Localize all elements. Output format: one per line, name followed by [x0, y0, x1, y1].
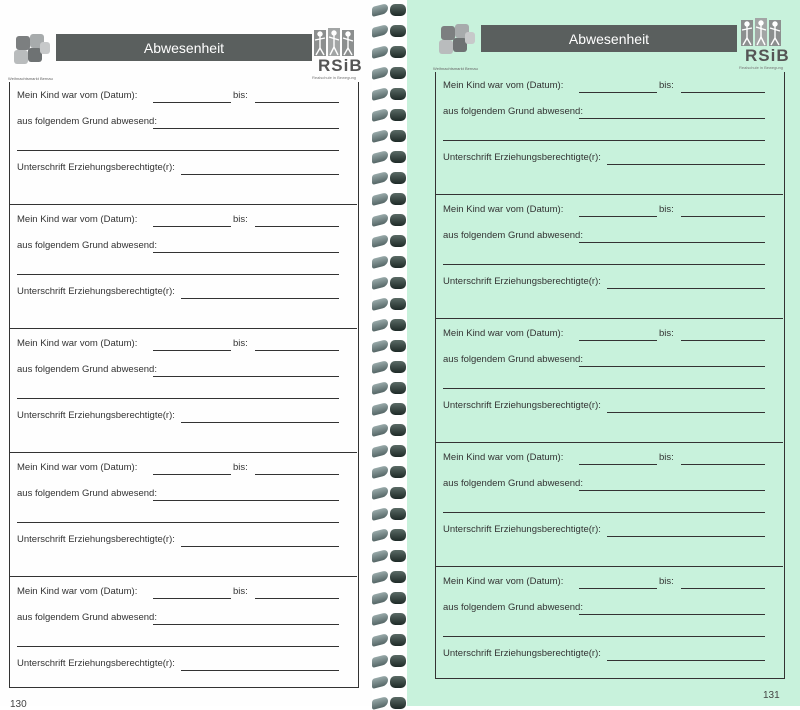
reason-field-line2[interactable] — [17, 398, 339, 399]
ring-left — [372, 234, 388, 248]
date-from-field[interactable] — [579, 340, 657, 341]
ring-right — [390, 655, 406, 667]
date-from-field[interactable] — [579, 92, 657, 93]
ring-right — [390, 319, 406, 331]
ring-right — [390, 109, 406, 121]
label-signature: Unterschrift Erziehungsberechtigte(r): — [443, 400, 601, 411]
label-reason: aus folgendem Grund abwesend: — [443, 106, 583, 117]
label-child-date: Mein Kind war vom (Datum): — [17, 586, 138, 597]
page-number: 131 — [763, 690, 780, 701]
ring-left — [372, 549, 388, 563]
rsib-caption: Realschule in Bewegung — [739, 65, 784, 70]
ring-left — [372, 528, 388, 542]
left-logo-caption: Weihnachtsmarkt Bernau — [8, 76, 53, 81]
label-child-date: Mein Kind war vom (Datum): — [443, 328, 564, 339]
label-until: bis: — [659, 204, 674, 215]
reason-field-line2[interactable] — [443, 140, 765, 141]
page-number: 130 — [10, 699, 27, 710]
label-child-date: Mein Kind war vom (Datum): — [17, 214, 138, 225]
label-signature: Unterschrift Erziehungsberechtigte(r): — [17, 410, 175, 421]
label-signature: Unterschrift Erziehungsberechtigte(r): — [17, 534, 175, 545]
signature-field[interactable] — [181, 670, 339, 671]
label-signature: Unterschrift Erziehungsberechtigte(r): — [443, 524, 601, 535]
label-reason: aus folgendem Grund abwesend: — [17, 116, 157, 127]
binding-ring — [372, 697, 408, 709]
label-child-date: Mein Kind war vom (Datum): — [443, 452, 564, 463]
dancing-figures-icon — [739, 18, 791, 48]
binding-ring — [372, 592, 408, 604]
ring-left — [372, 423, 388, 437]
signature-field[interactable] — [607, 288, 765, 289]
ring-right — [390, 487, 406, 499]
right-page — [407, 0, 800, 706]
date-to-field[interactable] — [681, 464, 765, 465]
ring-right — [390, 4, 406, 16]
right-header — [433, 22, 790, 74]
puzzle-logo-icon — [8, 32, 56, 76]
ring-left — [372, 45, 388, 59]
ring-left — [372, 150, 388, 164]
binding-ring — [372, 571, 408, 583]
ring-right — [390, 46, 406, 58]
ring-right — [390, 634, 406, 646]
ring-left — [372, 612, 388, 626]
label-until: bis: — [233, 586, 248, 597]
block-divider — [9, 452, 357, 453]
reason-field[interactable] — [153, 500, 339, 501]
binding-ring — [372, 403, 408, 415]
date-to-field[interactable] — [255, 102, 339, 103]
ring-left — [372, 696, 388, 710]
binding-ring — [372, 529, 408, 541]
binding-ring — [372, 67, 408, 79]
ring-right — [390, 571, 406, 583]
label-child-date: Mein Kind war vom (Datum): — [443, 576, 564, 587]
signature-field[interactable] — [181, 298, 339, 299]
reason-field[interactable] — [579, 242, 765, 243]
left-page — [0, 0, 372, 710]
block-divider — [435, 194, 783, 195]
date-to-field[interactable] — [681, 340, 765, 341]
binding-ring — [372, 361, 408, 373]
label-until: bis: — [659, 328, 674, 339]
ring-right — [390, 67, 406, 79]
rsib-text: RSiB — [745, 46, 790, 65]
ring-left — [372, 591, 388, 605]
left-logo-caption: Weihnachtsmarkt Bernau — [433, 66, 478, 71]
signature-field[interactable] — [607, 536, 765, 537]
date-from-field[interactable] — [153, 598, 231, 599]
binding-ring — [372, 319, 408, 331]
page-title: Abwesenheit — [56, 34, 312, 61]
ring-right — [390, 361, 406, 373]
signature-field[interactable] — [607, 660, 765, 661]
date-to-field[interactable] — [255, 474, 339, 475]
label-child-date: Mein Kind war vom (Datum): — [17, 462, 138, 473]
ring-left — [372, 402, 388, 416]
label-signature: Unterschrift Erziehungsberechtigte(r): — [443, 276, 601, 287]
ring-right — [390, 529, 406, 541]
left-header — [8, 32, 363, 84]
ring-left — [372, 24, 388, 38]
rsib-logo — [312, 28, 364, 80]
ring-left — [372, 381, 388, 395]
reason-field-line2[interactable] — [17, 150, 339, 151]
ring-left — [372, 444, 388, 458]
binding-ring — [372, 487, 408, 499]
ring-left — [372, 654, 388, 668]
binding-ring — [372, 634, 408, 646]
date-to-field[interactable] — [255, 226, 339, 227]
binding-ring — [372, 235, 408, 247]
block-divider — [435, 442, 783, 443]
ring-left — [372, 318, 388, 332]
ring-right — [390, 88, 406, 100]
binding-ring — [372, 655, 408, 667]
ring-left — [372, 570, 388, 584]
date-from-field[interactable] — [153, 350, 231, 351]
binding-ring — [372, 4, 408, 16]
rsib-logo — [739, 18, 791, 70]
rsib-caption: Realschule in Bewegung — [312, 75, 357, 80]
ring-right — [390, 214, 406, 226]
ring-left — [372, 360, 388, 374]
binding-ring — [372, 676, 408, 688]
label-reason: aus folgendem Grund abwesend: — [17, 364, 157, 375]
rsib-text: RSiB — [318, 56, 363, 75]
binding-ring — [372, 46, 408, 58]
label-reason: aus folgendem Grund abwesend: — [17, 240, 157, 251]
block-divider — [435, 566, 783, 567]
ring-right — [390, 25, 406, 37]
label-until: bis: — [233, 214, 248, 225]
label-until: bis: — [659, 80, 674, 91]
ring-left — [372, 633, 388, 647]
ring-left — [372, 213, 388, 227]
spiral-binding — [370, 0, 410, 706]
label-reason: aus folgendem Grund abwesend: — [443, 478, 583, 489]
reason-field[interactable] — [579, 118, 765, 119]
reason-field[interactable] — [579, 366, 765, 367]
label-child-date: Mein Kind war vom (Datum): — [17, 338, 138, 349]
binding-ring — [372, 151, 408, 163]
date-from-field[interactable] — [153, 226, 231, 227]
signature-field[interactable] — [607, 164, 765, 165]
label-child-date: Mein Kind war vom (Datum): — [17, 90, 138, 101]
ring-right — [390, 697, 406, 709]
ring-left — [372, 108, 388, 122]
label-reason: aus folgendem Grund abwesend: — [443, 354, 583, 365]
reason-field-line2[interactable] — [443, 636, 765, 637]
ring-left — [372, 465, 388, 479]
binding-ring — [372, 382, 408, 394]
ring-right — [390, 172, 406, 184]
ring-right — [390, 382, 406, 394]
reason-field-line2[interactable] — [17, 274, 339, 275]
reason-field-line2[interactable] — [443, 264, 765, 265]
ring-right — [390, 592, 406, 604]
ring-right — [390, 613, 406, 625]
ring-right — [390, 193, 406, 205]
binding-ring — [372, 25, 408, 37]
reason-field-line2[interactable] — [17, 646, 339, 647]
ring-right — [390, 340, 406, 352]
label-signature: Unterschrift Erziehungsberechtigte(r): — [17, 162, 175, 173]
block-divider — [9, 576, 357, 577]
date-to-field[interactable] — [681, 588, 765, 589]
ring-left — [372, 675, 388, 689]
ring-left — [372, 339, 388, 353]
ring-left — [372, 87, 388, 101]
ring-right — [390, 550, 406, 562]
binding-ring — [372, 109, 408, 121]
signature-field[interactable] — [181, 546, 339, 547]
ring-left — [372, 507, 388, 521]
ring-right — [390, 424, 406, 436]
reason-field-line2[interactable] — [443, 388, 765, 389]
date-to-field[interactable] — [681, 216, 765, 217]
ring-left — [372, 192, 388, 206]
reason-field-line2[interactable] — [443, 512, 765, 513]
ring-right — [390, 445, 406, 457]
date-to-field[interactable] — [255, 350, 339, 351]
label-reason: aus folgendem Grund abwesend: — [443, 230, 583, 241]
puzzle-logo-icon — [433, 22, 481, 66]
ring-left — [372, 276, 388, 290]
ring-left — [372, 297, 388, 311]
binding-ring — [372, 340, 408, 352]
binding-ring — [372, 466, 408, 478]
ring-left — [372, 129, 388, 143]
ring-right — [390, 277, 406, 289]
date-from-field[interactable] — [579, 588, 657, 589]
date-from-field[interactable] — [579, 216, 657, 217]
label-child-date: Mein Kind war vom (Datum): — [443, 204, 564, 215]
binding-ring — [372, 424, 408, 436]
ring-left — [372, 66, 388, 80]
ring-right — [390, 235, 406, 247]
ring-right — [390, 508, 406, 520]
reason-field[interactable] — [153, 376, 339, 377]
date-to-field[interactable] — [681, 92, 765, 93]
block-divider — [435, 318, 783, 319]
binding-ring — [372, 298, 408, 310]
label-signature: Unterschrift Erziehungsberechtigte(r): — [17, 286, 175, 297]
ring-right — [390, 676, 406, 688]
binding-ring — [372, 613, 408, 625]
binding-ring — [372, 550, 408, 562]
binding-ring — [372, 508, 408, 520]
date-from-field[interactable] — [579, 464, 657, 465]
label-signature: Unterschrift Erziehungsberechtigte(r): — [443, 152, 601, 163]
binding-ring — [372, 130, 408, 142]
block-divider — [9, 204, 357, 205]
date-to-field[interactable] — [255, 598, 339, 599]
label-child-date: Mein Kind war vom (Datum): — [443, 80, 564, 91]
label-reason: aus folgendem Grund abwesend: — [443, 602, 583, 613]
label-reason: aus folgendem Grund abwesend: — [17, 488, 157, 499]
binding-ring — [372, 277, 408, 289]
reason-field[interactable] — [153, 128, 339, 129]
binding-ring — [372, 445, 408, 457]
binding-ring — [372, 256, 408, 268]
reason-field[interactable] — [153, 624, 339, 625]
reason-field[interactable] — [579, 490, 765, 491]
page-title: Abwesenheit — [481, 25, 737, 52]
reason-field-line2[interactable] — [17, 522, 339, 523]
ring-right — [390, 256, 406, 268]
signature-field[interactable] — [181, 174, 339, 175]
signature-field[interactable] — [181, 422, 339, 423]
label-until: bis: — [659, 576, 674, 587]
ring-left — [372, 171, 388, 185]
binding-ring — [372, 193, 408, 205]
ring-left — [372, 486, 388, 500]
binding-ring — [372, 214, 408, 226]
ring-left — [372, 255, 388, 269]
label-signature: Unterschrift Erziehungsberechtigte(r): — [443, 648, 601, 659]
label-until: bis: — [659, 452, 674, 463]
ring-right — [390, 130, 406, 142]
block-divider — [9, 328, 357, 329]
label-until: bis: — [233, 90, 248, 101]
ring-right — [390, 466, 406, 478]
date-from-field[interactable] — [153, 102, 231, 103]
ring-left — [372, 3, 388, 17]
ring-right — [390, 403, 406, 415]
label-reason: aus folgendem Grund abwesend: — [17, 612, 157, 623]
date-from-field[interactable] — [153, 474, 231, 475]
signature-field[interactable] — [607, 412, 765, 413]
label-signature: Unterschrift Erziehungsberechtigte(r): — [17, 658, 175, 669]
ring-right — [390, 151, 406, 163]
dancing-figures-icon — [312, 28, 364, 58]
label-until: bis: — [233, 338, 248, 349]
binding-ring — [372, 88, 408, 100]
label-until: bis: — [233, 462, 248, 473]
ring-right — [390, 298, 406, 310]
reason-field[interactable] — [579, 614, 765, 615]
reason-field[interactable] — [153, 252, 339, 253]
binding-ring — [372, 172, 408, 184]
